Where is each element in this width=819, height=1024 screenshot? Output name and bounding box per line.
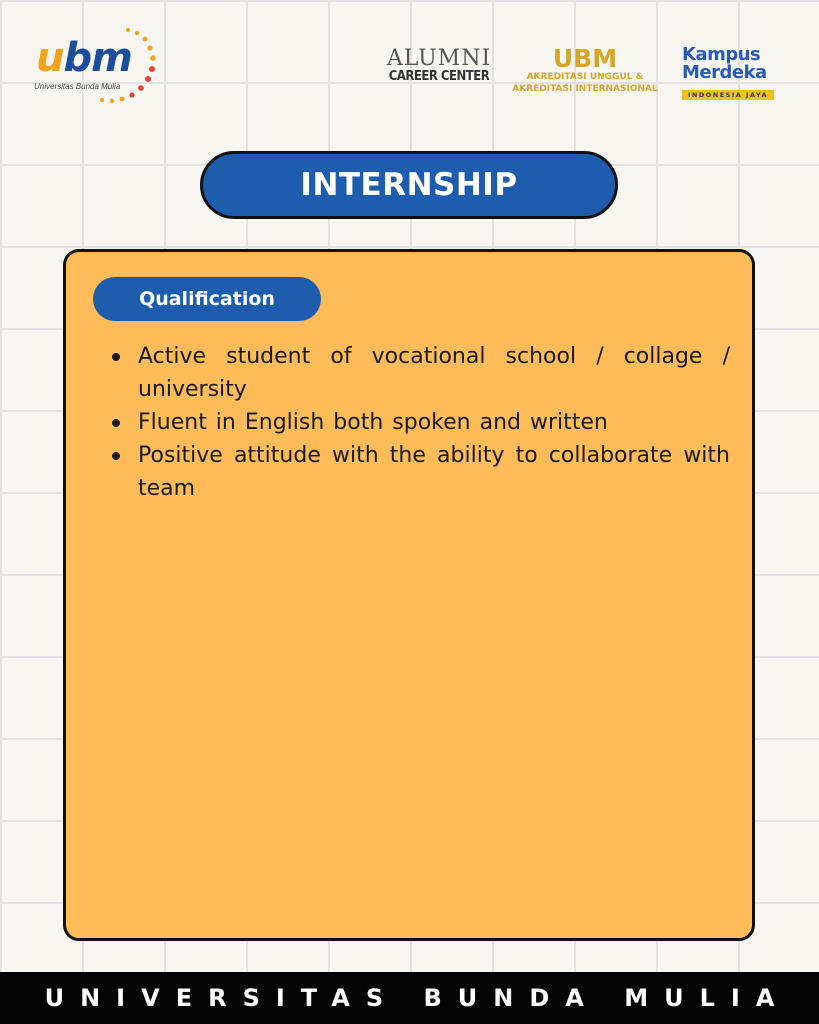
list-item: Active student of vocational school / collage / university [110, 340, 730, 406]
list-item: Positive attitude with the ability to collaborate with team [110, 439, 730, 505]
kampus-merdeka-line2: Merdeka [682, 62, 767, 83]
ubm-dot-arc-icon [92, 26, 162, 114]
ubm-logo-subtitle: Universitas Bunda Mulia [34, 82, 121, 91]
akreditasi-logo-title: UBM [552, 44, 618, 73]
page-title: INTERNSHIP [300, 167, 518, 203]
footer-text: UNIVERSITAS BUNDA MULIA [44, 984, 791, 1012]
footer-bar [0, 972, 819, 1024]
qualification-list [110, 340, 730, 505]
alumni-career-center-logo [384, 48, 494, 100]
section-chip-label: Qualification [139, 288, 275, 310]
akreditasi-logo [504, 46, 666, 102]
akreditasi-logo-line2: AKREDITASI INTERNASIONAL [512, 84, 658, 95]
kampus-merdeka-tagline: INDONESIA JAYA [682, 90, 774, 100]
list-item: Fluent in English both spoken and written [110, 406, 730, 439]
alumni-logo-line2: CAREER CENTER [388, 69, 490, 84]
section-chip [93, 277, 321, 321]
ubm-logo-wordmark: ubm [36, 35, 132, 81]
page-title-pill [200, 151, 618, 219]
kampus-merdeka-line1: Kampus [682, 44, 761, 65]
akreditasi-logo-line1: AKREDITASI UNGGUL & [526, 72, 644, 82]
alumni-logo-line1: ALUMNI [386, 46, 492, 71]
qualification-card [63, 249, 755, 941]
ubm-logo [32, 26, 162, 114]
kampus-merdeka-logo [682, 46, 792, 106]
